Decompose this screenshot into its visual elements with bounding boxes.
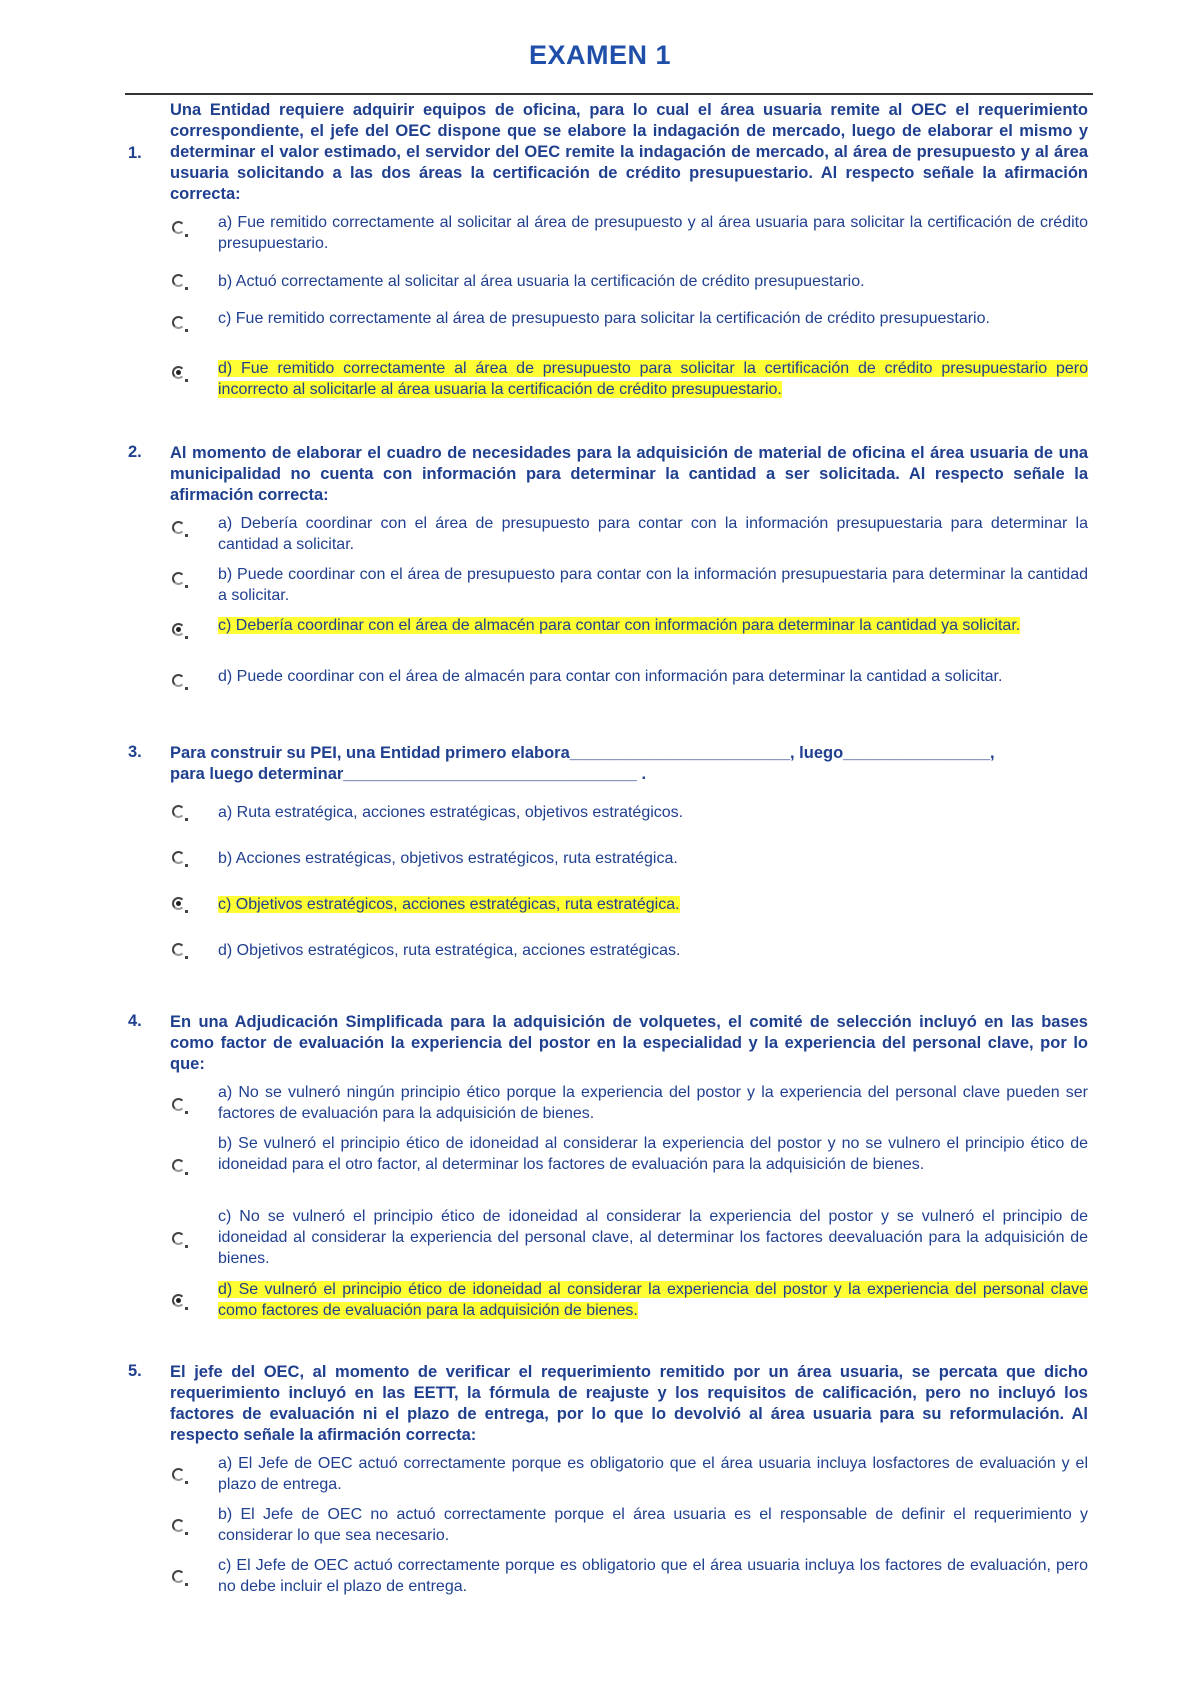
page-title: EXAMEN 1 <box>528 40 672 70</box>
question-3-option-c-wrap <box>218 894 1088 915</box>
question-2-option-c: c) Debería coordinar con el área de almacén para contar con información para determinar la cantidad ya solicitar. <box>218 617 1021 634</box>
question-1-option-d-wrap <box>218 358 1088 400</box>
question-3-option-c: c) Objetivos estratégicos, acciones estratégicas, ruta estratégica. <box>218 896 680 913</box>
question-2-option-b-radio[interactable] <box>172 572 185 585</box>
question-1-option-b: b) Actuó correctamente al solicitar al área usuaria la certificación de crédito presupuestario. <box>218 273 865 290</box>
question-1-option-c: c) Fue remitido correctamente al área de presupuesto para solicitar la certificación de crédito presupuestario. <box>218 310 990 327</box>
question-4-option-c-radio[interactable] <box>172 1232 185 1245</box>
question-4-option-d-radio[interactable] <box>172 1294 185 1307</box>
question-5-option-a-radio[interactable] <box>172 1468 185 1481</box>
question-3-option-b: b) Acciones estratégicas, objetivos estratégicos, ruta estratégica. <box>218 850 678 867</box>
question-3-text-line-2: para luego determinar________________________________ . <box>170 765 647 783</box>
question-5-text: El jefe del OEC, al momento de verificar el requerimiento remitido por un área usuaria, se percata que dicho requerimiento incluyó en las EETT, la fórmula de reajuste y los requisitos de calificación, pero no incluyó los factores de evaluación ni el plazo de entrega, por lo que lo devolvió al área usuaria para su reformulación. Al respecto señale la afirmación correcta: <box>170 1363 1088 1444</box>
question-2-text: Al momento de elaborar el cuadro de necesidades para la adquisición de material de oficina el área usuaria de una municipalidad no cuenta con información para determinar la cantidad a ser solicitada. Al respecto señale la afirmación correcta: <box>170 444 1088 504</box>
question-5-option-b: b) El Jefe de OEC no actuó correctamente porque el área usuaria es el responsable de definir el requerimiento y considerar lo que sea necesario. <box>218 1506 1088 1544</box>
question-2-number: 2. <box>128 443 142 461</box>
question-4-option-d-wrap <box>218 1279 1088 1321</box>
question-3-option-a-radio[interactable] <box>172 805 185 818</box>
question-3-text <box>170 743 1088 785</box>
question-4-option-b: b) Se vulneró el principio ético de idoneidad al considerar la experiencia del postor y no se vulnero el principio ético de idoneidad para el otro factor, al determinar los factores de evaluación para la adquisición de bienes. <box>218 1135 1088 1173</box>
question-5-option-b-radio[interactable] <box>172 1519 185 1532</box>
question-5-option-c-radio[interactable] <box>172 1570 185 1583</box>
question-4-number: 4. <box>128 1012 142 1030</box>
question-4-option-a: a) No se vulneró ningún principio ético porque la experiencia del postor y la experiencia del personal clave pueden ser factores de evaluación para la adquisición de bienes. <box>218 1084 1088 1122</box>
question-2-option-b: b) Puede coordinar con el área de presupuesto para contar con la información presupuestaria para determinar la cantidad a solicitar. <box>218 566 1088 604</box>
question-2-option-c-radio[interactable] <box>172 623 185 636</box>
question-4-option-b-radio[interactable] <box>172 1159 185 1172</box>
question-2-option-d: d) Puede coordinar con el área de almacén para contar con información para determinar la cantidad a solicitar. <box>218 668 1003 685</box>
question-2-option-c-wrap <box>218 615 1088 636</box>
question-1-option-a: a) Fue remitido correctamente al solicitar al área de presupuesto y al área usuaria para solicitar la certificación de crédito presupuestario. <box>218 214 1088 252</box>
question-4-option-c: c) No se vulneró el principio ético de idoneidad al considerar la experiencia del postor y se vulneró el principio de idoneidad al considerar la experiencia del personal clave, al determinar los factores deevaluación para la adquisición de bienes. <box>218 1208 1088 1267</box>
question-3-option-d-radio[interactable] <box>172 943 185 956</box>
question-3-text-line-1: Para construir su PEI, una Entidad primero elabora________________________, luego________________, <box>170 744 995 762</box>
question-2-option-a: a) Debería coordinar con el área de presupuesto para contar con la información presupuestaria para determinar la cantidad a solicitar. <box>218 515 1088 553</box>
question-5-option-a: a) El Jefe de OEC actuó correctamente porque es obligatorio que el área usuaria incluya losfactores de evaluación y el plazo de entrega. <box>218 1455 1088 1493</box>
question-3-option-c-radio[interactable] <box>172 897 185 910</box>
question-3-option-d: d) Objetivos estratégicos, ruta estratégica, acciones estratégicas. <box>218 942 681 959</box>
question-4-option-a-radio[interactable] <box>172 1098 185 1111</box>
question-1-option-d: d) Fue remitido correctamente al área de presupuesto para solicitar la certificación de crédito presupuestario pero incorrecto al solicitarle al área usuaria la certificación de crédito presupuestario. <box>218 360 1088 398</box>
question-5-number: 5. <box>128 1362 142 1380</box>
question-1-number: 1. <box>128 144 142 162</box>
question-5-option-c: c) El Jefe de OEC actuó correctamente porque es obligatorio que el área usuaria incluya los factores de evaluación, pero no debe incluir el plazo de entrega. <box>218 1557 1088 1595</box>
question-4-option-d: d) Se vulneró el principio ético de idoneidad al considerar la experiencia del postor y la experiencia del personal clave como factores de evaluación para la adquisición de bienes. <box>218 1281 1088 1319</box>
question-2-option-a-radio[interactable] <box>172 521 185 534</box>
question-3-option-b-radio[interactable] <box>172 851 185 864</box>
question-2-option-d-radio[interactable] <box>172 674 185 687</box>
question-3-number: 3. <box>128 743 142 761</box>
question-1-option-b-radio[interactable] <box>172 274 185 287</box>
title-divider <box>125 93 1093 95</box>
question-3-option-a: a) Ruta estratégica, acciones estratégicas, objetivos estratégicos. <box>218 804 684 821</box>
question-1-option-c-radio[interactable] <box>172 316 185 329</box>
question-1-option-d-radio[interactable] <box>172 366 185 379</box>
question-1-text: Una Entidad requiere adquirir equipos de oficina, para lo cual el área usuaria remite al OEC el requerimiento correspondiente, el jefe del OEC dispone que se elabore la indagación de mercado, luego de elaborar el mismo y determinar el valor estimado, el servidor del OEC remite la indagación de mercado, al área de presupuesto y al área usuaria solicitando a las dos áreas la certificación de crédito presupuestario. Al respecto señale la afirmación correcta: <box>170 101 1088 203</box>
question-4-text: En una Adjudicación Simplificada para la adquisición de volquetes, el comité de selección incluyó en las bases como factor de evaluación la experiencia del postor en la especialidad y la experiencia del personal clave, por lo que: <box>170 1013 1088 1073</box>
question-1-option-a-radio[interactable] <box>172 221 185 234</box>
